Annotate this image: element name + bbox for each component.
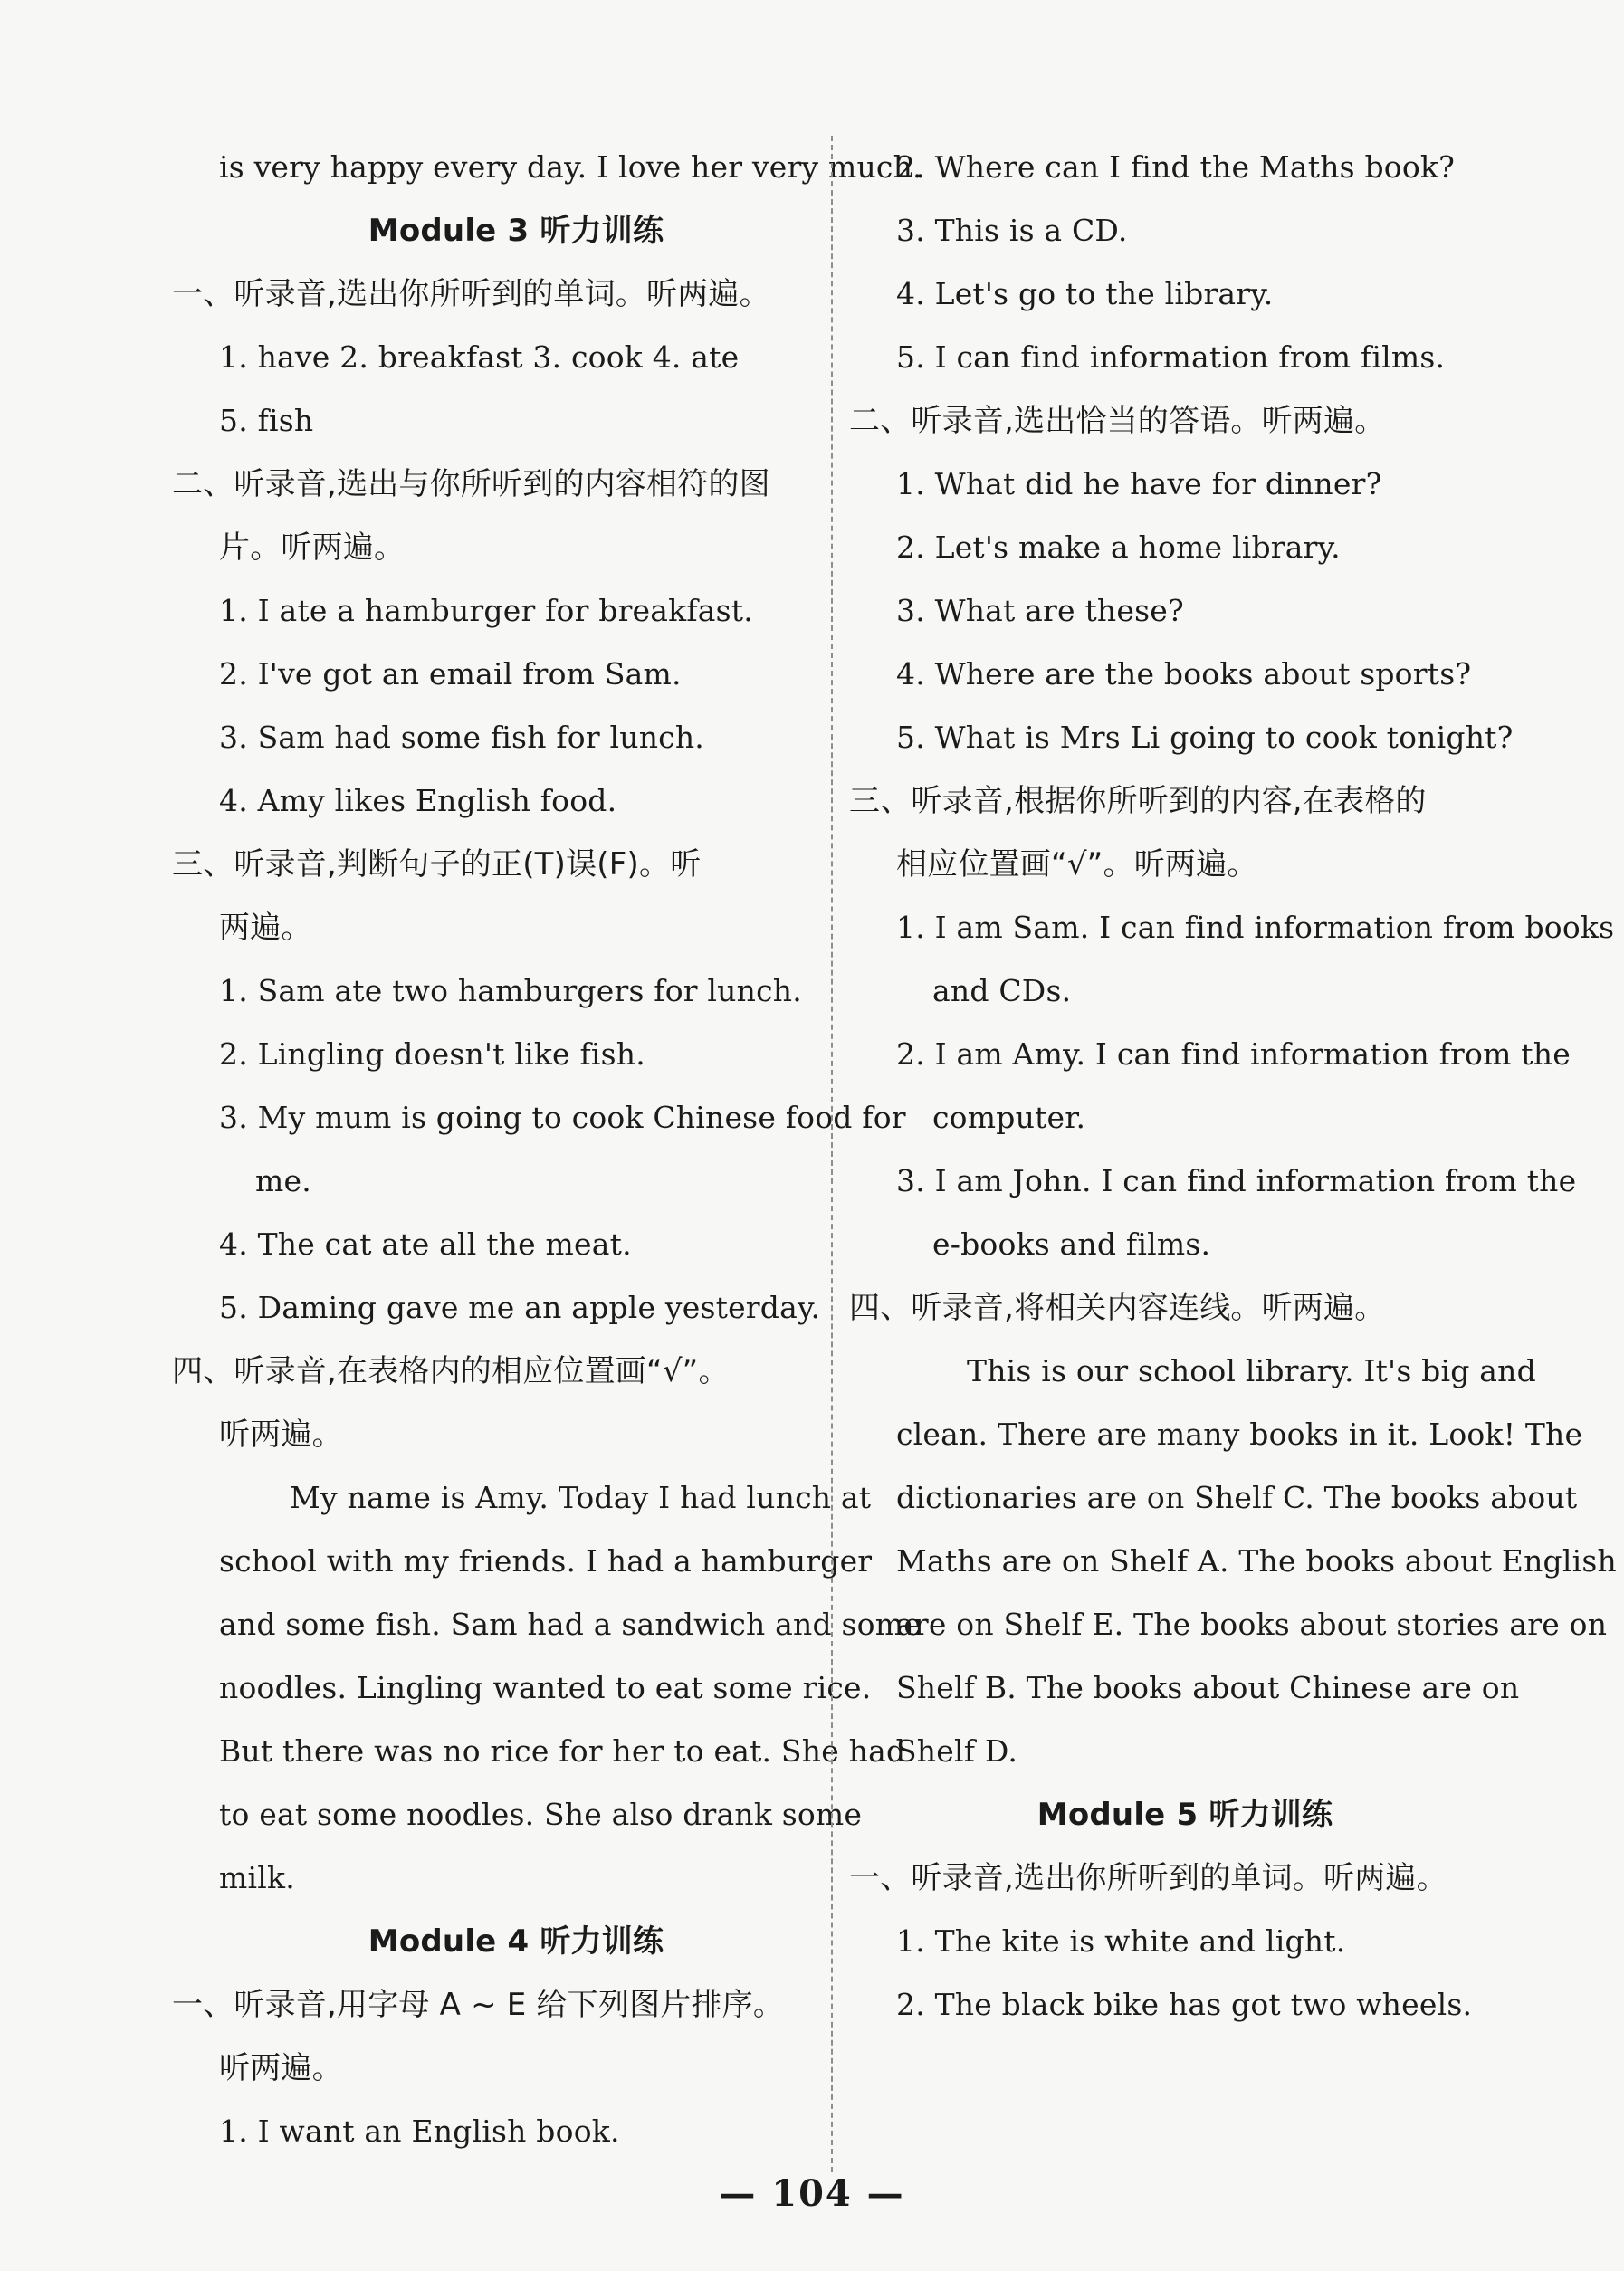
right-line-7: 3. What are these? (896, 593, 1184, 628)
left-line-2: 一、听录音,选出你所听到的单词。听两遍。 (172, 276, 770, 312)
left-line-20: 听两遍。 (219, 1417, 343, 1453)
left-line-21: My name is Amy. Today I had lunch at (290, 1480, 872, 1515)
left-line-10: 4. Amy likes English food. (219, 783, 617, 818)
left-line-31: 1. I want an English book. (219, 2114, 620, 2149)
left-line-29: 一、听录音,用字母 A ~ E 给下列图片排序。 (172, 1987, 785, 2023)
right-line-17: e-books and films. (932, 1226, 1211, 1262)
column-divider (831, 136, 833, 2172)
right-line-27: 一、听录音,选出你所听到的单词。听两遍。 (849, 1860, 1447, 1896)
right-line-21: dictionaries are on Shelf C. The books about (896, 1480, 1578, 1515)
right-line-15: computer. (932, 1100, 1086, 1135)
left-line-0: is very happy every day. I love her very much. (219, 149, 922, 185)
right-line-29: 2. The black bike has got two wheels. (896, 1987, 1473, 2022)
right-line-8: 4. Where are the books about sports? (896, 656, 1472, 692)
left-line-13: 1. Sam ate two hamburgers for lunch. (219, 973, 802, 1008)
left-line-24: noodles. Lingling wanted to eat some rice. (219, 1670, 872, 1705)
left-line-17: 4. The cat ate all the meat. (219, 1226, 632, 1262)
right-line-16: 3. I am John. I can find information from the (896, 1163, 1577, 1198)
right-line-6: 2. Let's make a home library. (896, 530, 1341, 565)
right-line-22: Maths are on Shelf A. The books about English (896, 1543, 1617, 1579)
right-line-1: 3. This is a CD. (896, 213, 1128, 248)
left-line-27: milk. (219, 1860, 295, 1895)
left-line-4: 5. fish (219, 403, 314, 438)
left-line-18: 5. Daming gave me an apple yesterday. (219, 1290, 821, 1325)
right-line-10: 三、听录音,根据你所听到的内容,在表格的 (849, 783, 1427, 819)
right-line-14: 2. I am Amy. I can find information from the (896, 1036, 1571, 1072)
right-line-25: Shelf D. (896, 1733, 1018, 1769)
left-line-22: school with my friends. I had a hamburger (219, 1543, 873, 1579)
right-line-19: This is our school library. It's big and (967, 1353, 1536, 1388)
left-line-11: 三、听录音,判断句子的正(T)误(F)。听 (172, 846, 702, 883)
right-line-24: Shelf B. The books about Chinese are on (896, 1670, 1520, 1705)
right-line-9: 5. What is Mrs Li going to cook tonight? (896, 720, 1514, 755)
page-number: — 104 — (719, 2172, 905, 2215)
left-line-1: Module 3 听力训练 (368, 213, 664, 249)
left-line-28: Module 4 听力训练 (368, 1923, 664, 1960)
left-column (172, 136, 922, 2163)
left-line-23: and some fish. Sam had a sandwich and some (219, 1607, 922, 1642)
left-line-9: 3. Sam had some fish for lunch. (219, 720, 704, 755)
right-line-23: are on Shelf E. The books about stories are on (896, 1607, 1608, 1642)
left-line-14: 2. Lingling doesn't like fish. (219, 1036, 645, 1072)
left-line-15: 3. My mum is going to cook Chinese food for (219, 1100, 906, 1135)
right-line-4: 二、听录音,选出恰当的答语。听两遍。 (849, 403, 1386, 439)
left-line-16: me. (255, 1163, 311, 1198)
right-line-20: clean. There are many books in it. Look! The (896, 1417, 1583, 1452)
right-line-3: 5. I can find information from films. (896, 339, 1446, 375)
right-line-2: 4. Let's go to the library. (896, 276, 1274, 311)
left-line-26: to eat some noodles. She also drank some (219, 1797, 863, 1832)
left-line-19: 四、听录音,在表格内的相应位置画“√”。 (172, 1353, 730, 1389)
right-line-28: 1. The kite is white and light. (896, 1923, 1346, 1959)
left-line-3: 1. have 2. breakfast 3. cook 4. ate (219, 339, 740, 375)
right-line-13: and CDs. (932, 973, 1072, 1008)
right-line-12: 1. I am Sam. I can find information from books (896, 910, 1615, 945)
right-line-26: Module 5 听力训练 (1036, 1797, 1333, 1833)
left-line-5: 二、听录音,选出与你所听到的内容相符的图 (172, 466, 770, 502)
left-line-12: 两遍。 (219, 910, 312, 946)
right-line-18: 四、听录音,将相关内容连线。听两遍。 (849, 1290, 1386, 1326)
left-line-30: 听两遍。 (219, 2050, 343, 2086)
left-line-25: But there was no rice for her to eat. She had (219, 1733, 906, 1769)
left-line-6: 片。听两遍。 (219, 530, 406, 566)
left-line-7: 1. I ate a hamburger for breakfast. (219, 593, 753, 628)
right-line-5: 1. What did he have for dinner? (896, 466, 1382, 501)
left-line-8: 2. I've got an email from Sam. (219, 656, 682, 692)
right-line-0: 2. Where can I find the Maths book? (896, 149, 1456, 185)
right-column (849, 136, 1617, 2037)
right-line-11: 相应位置画“√”。听两遍。 (896, 846, 1258, 883)
